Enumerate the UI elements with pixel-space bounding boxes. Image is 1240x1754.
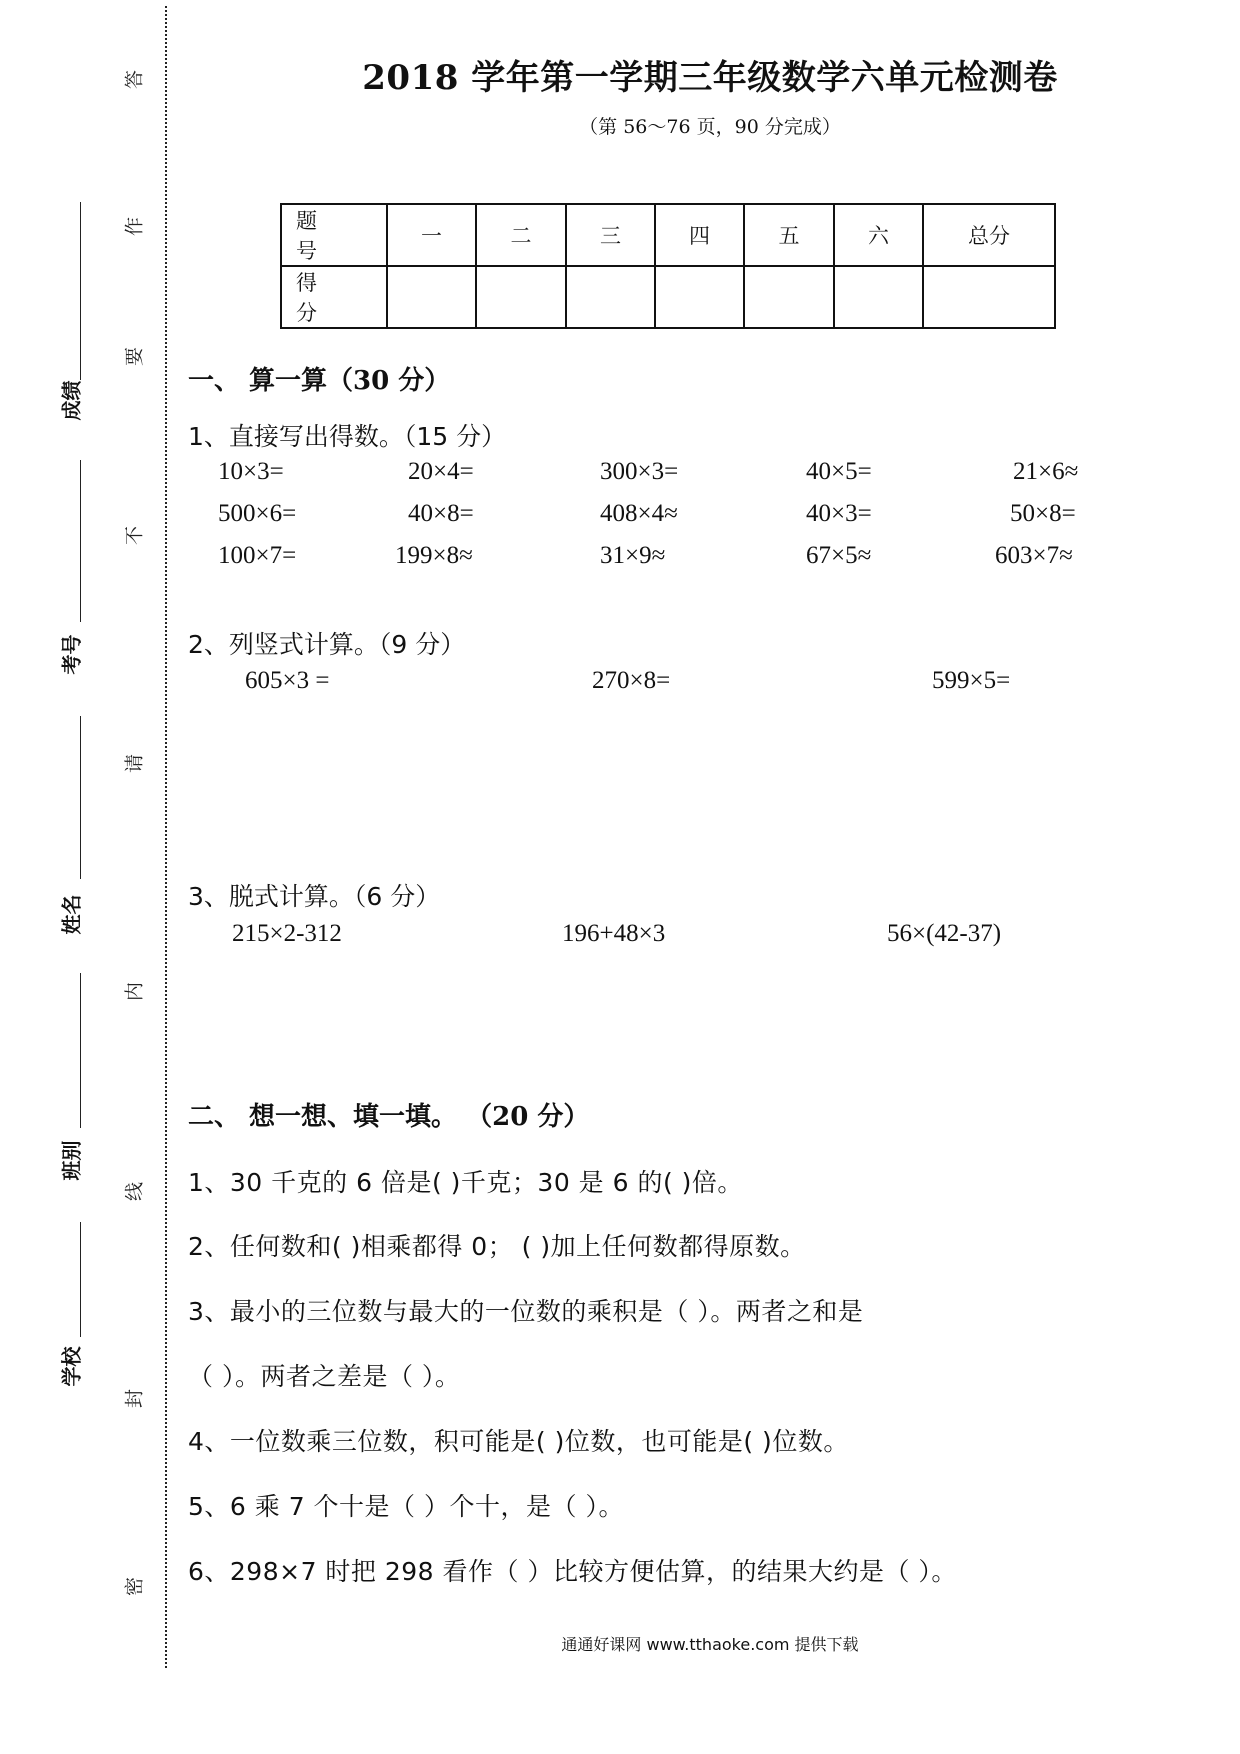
fill-item-2: 2、任何数和( )相乘都得 0； ( )加上任何数都得原数。 bbox=[188, 1232, 806, 1261]
fill-item-3-cont: （ ）。两者之差是（ ）。 bbox=[188, 1362, 461, 1391]
score-table-header-row bbox=[281, 204, 1055, 266]
score-cell-3[interactable] bbox=[566, 266, 655, 328]
score-cell-2[interactable] bbox=[476, 266, 566, 328]
school-field-line[interactable] bbox=[80, 1222, 81, 1337]
q2-item: 605×3 = bbox=[245, 667, 330, 694]
score-table-col-2: 二 bbox=[476, 204, 566, 266]
q1-item: 408×4≈ bbox=[600, 500, 678, 527]
binding-char-4: 不 bbox=[123, 526, 146, 546]
q1-item: 67×5≈ bbox=[806, 542, 872, 569]
fill-item-3: 3、最小的三位数与最大的一位数的乘积是（ ）。两者之和是 bbox=[188, 1297, 864, 1326]
q3-item: 56×(42-37) bbox=[887, 920, 1002, 947]
score-table-col-total: 总分 bbox=[923, 204, 1055, 266]
score-cell-4[interactable] bbox=[655, 266, 744, 328]
binding-char-2: 作 bbox=[123, 217, 146, 237]
q1-item: 300×3= bbox=[600, 458, 679, 485]
q1-item: 21×6≈ bbox=[1013, 458, 1079, 485]
binding-char-1: 答 bbox=[123, 70, 146, 90]
score-table bbox=[280, 203, 1056, 329]
score-cell-1[interactable] bbox=[387, 266, 476, 328]
name-field-line[interactable] bbox=[80, 716, 81, 879]
score-table-row2-label: 得 分 bbox=[281, 266, 387, 328]
q2-item: 599×5= bbox=[932, 667, 1011, 694]
q3-item: 215×2-312 bbox=[232, 920, 342, 947]
fill-item-4: 4、一位数乘三位数，积可能是( )位数，也可能是( )位数。 bbox=[188, 1427, 849, 1456]
q1-item: 10×3= bbox=[218, 458, 284, 485]
q1-label: 1、直接写出得数。（15 分） bbox=[188, 422, 507, 451]
score-field-label: 成绩 bbox=[59, 380, 84, 421]
binding-dotted-line bbox=[165, 6, 167, 1668]
q1-item: 31×9≈ bbox=[600, 542, 666, 569]
exam-number-field-label: 考号 bbox=[59, 634, 84, 675]
section1-heading: 一、 算一算（30 分） bbox=[188, 366, 451, 396]
fill-item-6: 6、298×7 时把 298 看作（ ）比较方便估算，的结果大约是（ ）。 bbox=[188, 1557, 957, 1586]
q3-label: 3、脱式计算。（6 分） bbox=[188, 882, 441, 911]
binding-char-7: 线 bbox=[123, 1182, 146, 1202]
q1-item: 40×3= bbox=[806, 500, 872, 527]
score-table-col-3: 三 bbox=[566, 204, 655, 266]
footer-source: 通通好课网 www.tthaoke.com 提供下载 bbox=[561, 1635, 859, 1654]
q1-item: 603×7≈ bbox=[995, 542, 1073, 569]
score-table-col-4: 四 bbox=[655, 204, 744, 266]
score-cell-5[interactable] bbox=[744, 266, 834, 328]
binding-char-9: 密 bbox=[123, 1577, 146, 1597]
score-table-col-6: 六 bbox=[834, 204, 923, 266]
name-field-label: 姓名 bbox=[59, 894, 84, 935]
binding-char-8: 封 bbox=[123, 1389, 146, 1409]
q1-item: 500×6= bbox=[218, 500, 297, 527]
q1-item: 40×8= bbox=[408, 500, 474, 527]
q3-item: 196+48×3 bbox=[562, 920, 666, 947]
q1-item: 100×7= bbox=[218, 542, 297, 569]
score-cell-6[interactable] bbox=[834, 266, 923, 328]
exam-number-field-line[interactable] bbox=[80, 460, 81, 622]
binding-char-3: 要 bbox=[123, 347, 146, 367]
score-table-col-5: 五 bbox=[744, 204, 834, 266]
school-field-label: 学校 bbox=[59, 1346, 84, 1387]
section2-heading: 二、 想一想、填一填。 （20 分） bbox=[188, 1102, 590, 1132]
q1-item: 50×8= bbox=[1010, 500, 1076, 527]
binding-char-5: 请 bbox=[123, 754, 146, 774]
q1-item: 40×5= bbox=[806, 458, 872, 485]
class-field-label: 班别 bbox=[59, 1140, 84, 1181]
page-title: 2018 学年第一学期三年级数学六单元检测卷 bbox=[362, 58, 1058, 98]
fill-item-1: 1、30 千克的 6 倍是( )千克；30 是 6 的( )倍。 bbox=[188, 1168, 743, 1197]
q1-item: 199×8≈ bbox=[395, 542, 473, 569]
score-table-score-row bbox=[281, 266, 1055, 328]
class-field-line[interactable] bbox=[80, 973, 81, 1128]
score-cell-total[interactable] bbox=[923, 266, 1055, 328]
score-table-row1-label: 题 号 bbox=[281, 204, 387, 266]
q2-item: 270×8= bbox=[592, 667, 671, 694]
page-subtitle: （第 56～76 页，90 分完成） bbox=[579, 116, 841, 138]
q1-item: 20×4= bbox=[408, 458, 474, 485]
score-table-col-1: 一 bbox=[387, 204, 476, 266]
score-field-line[interactable] bbox=[80, 202, 81, 380]
binding-char-6: 内 bbox=[123, 982, 146, 1002]
fill-item-5: 5、6 乘 7 个十是（ ）个十，是（ ）。 bbox=[188, 1492, 624, 1521]
q2-label: 2、列竖式计算。（9 分） bbox=[188, 630, 466, 659]
